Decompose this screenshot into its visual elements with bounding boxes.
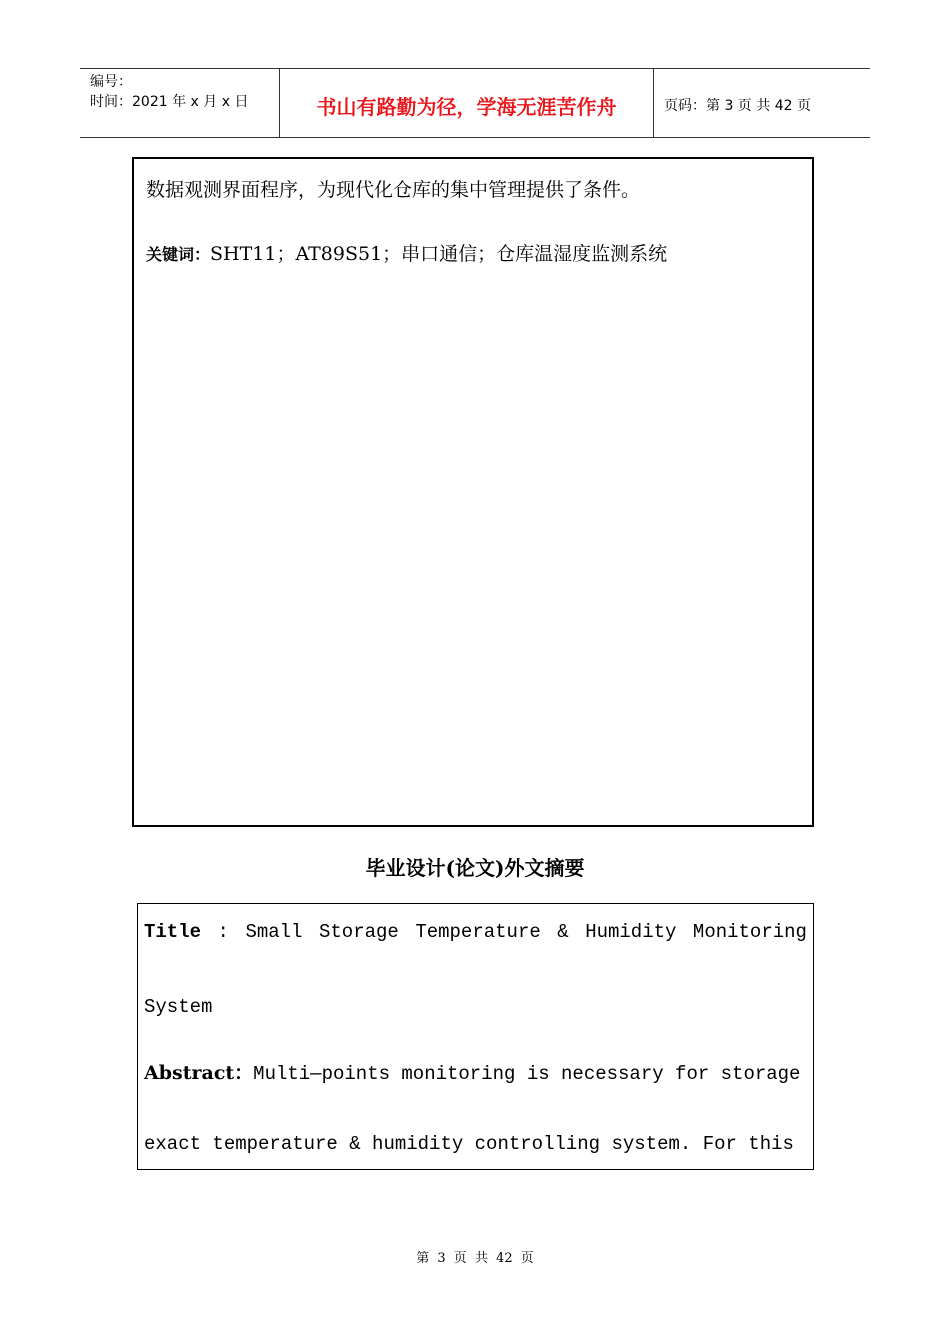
- title-separator: :: [217, 921, 229, 943]
- keywords-line: [146, 239, 667, 266]
- english-abstract-box: [137, 903, 814, 1170]
- motto: 书山有路勤为径，学海无涯苦作舟: [280, 69, 654, 137]
- title-label: Title: [144, 921, 202, 943]
- number-label: 编号：: [90, 74, 132, 90]
- title-word: Storage: [318, 921, 399, 943]
- title-line: [144, 921, 807, 943]
- section-title: 毕业设计(论文)外文摘要: [365, 856, 585, 880]
- title-word: Monitoring: [692, 921, 807, 943]
- header-table: [80, 68, 870, 138]
- title-word: Small: [245, 921, 303, 943]
- abstract-text-line: 数据观测界面程序，为现代化仓库的集中管理提供了条件。: [146, 179, 641, 201]
- header-meta-cell: [80, 69, 280, 137]
- chinese-abstract-box: [132, 157, 814, 827]
- title-word: &: [557, 921, 569, 943]
- title-word: Temperature: [415, 921, 541, 943]
- abstract-line: [144, 1058, 807, 1085]
- keywords-label: 关键词：: [146, 245, 211, 264]
- title-continuation: System: [144, 996, 213, 1018]
- title-word: Humidity: [585, 921, 677, 943]
- keywords-text: SHT11；AT89S51；串口通信；仓库温湿度监测系统: [210, 243, 668, 265]
- abstract-label: Abstract：: [144, 1062, 254, 1084]
- time-label: 时间：2021 年 x 月 x 日: [90, 94, 249, 110]
- abstract-text: Multi—points monitoring is necessary for storage: [253, 1063, 801, 1085]
- page-footer: 第 3 页 共 42 页: [416, 1251, 534, 1266]
- abstract-line-2: exact temperature & humidity controlling system. For this: [144, 1133, 794, 1155]
- page-info: 页码：第 3 页 共 42 页: [664, 97, 811, 114]
